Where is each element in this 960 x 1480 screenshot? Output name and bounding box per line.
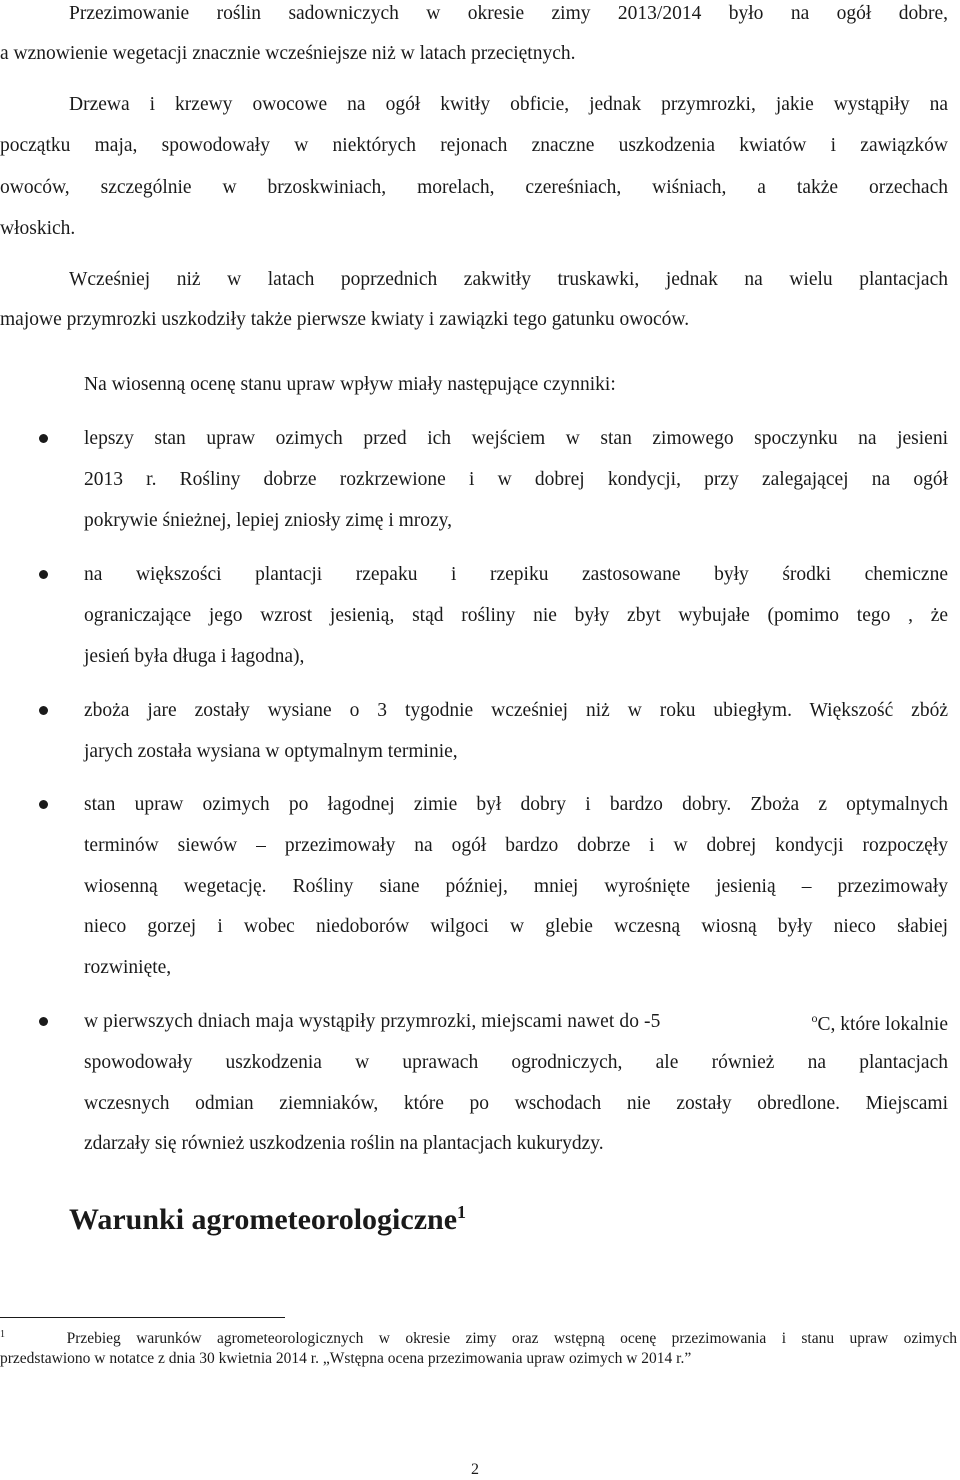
bullet-3-line-2: jarych została wysiana w optymalnym terminie, [84, 741, 458, 762]
bullet-1-line-2: 2013 r. Rośliny dobrze rozkrzewione i w dobrej kondycji, przy zalegającej na ogół [84, 469, 948, 490]
bullet-5-line-1-end [0, 1012, 948, 1035]
bullet-4-line-3: wiosenną wegetację. Rośliny siane później, mniej wyrośnięte jesienią – przezimowały [84, 876, 948, 897]
footnote-marker: 1 [0, 1329, 5, 1340]
bullet-dot-1 [39, 434, 48, 443]
bullet-4-line-1: stan upraw ozimych po łagodnej zimie był dobry i bardzo dobry. Zboża z optymalnych [84, 794, 948, 815]
bullet-3-line-1: zboża jare zostały wysiane o 3 tygodnie wcześniej niż w roku ubiegłym. Większość zbóż [84, 700, 948, 721]
bullet-dot-4 [39, 800, 48, 809]
bullet-1-line-1: lepszy stan upraw ozimych przed ich wejściem w stan zimowego spoczynku na jesieni [84, 428, 948, 449]
bullet-dot-2 [39, 570, 48, 579]
footnote-reference[interactable]: 1 [457, 1202, 467, 1222]
paragraph-2-line-1: Drzewa i krzewy owocowe na ogół kwitły obficie, jednak przymrozki, jakie wystąpiły na [69, 94, 948, 115]
paragraph-2-line-2: początku maja, spowodowały w niektórych rejonach znaczne uszkodzenia kwiatów i zawiązków [0, 135, 948, 156]
bullet-5-line-4: zdarzały się również uszkodzenia roślin na plantacjach kukurydzy. [84, 1133, 604, 1154]
bullet-5-line-2: spowodowały uszkodzenia w uprawach ogrodniczych, ale również na plantacjach [84, 1052, 948, 1073]
bullet-dot-3 [39, 706, 48, 715]
bullet-4-line-2: terminów siewów – przezimowały na ogół bardzo dobrze i w dobrej kondycji rozpoczęły [84, 835, 948, 856]
paragraph-2-line-4: włoskich. [0, 218, 76, 239]
paragraph-4-line-1: Na wiosenną ocenę stanu upraw wpływ miały następujące czynniki: [84, 374, 616, 395]
bullet-4-line-4: nieco gorzej i wobec niedoborów wilgoci w glebie wczesną wiosną były nieco słabiej [84, 916, 948, 937]
paragraph-3-line-1: Wcześniej niż w latach poprzednich zakwitły truskawki, jednak na wielu plantacjach [69, 269, 948, 290]
bullet-4-line-5: rozwinięte, [84, 957, 172, 978]
bullet-2-line-3: jesień była długa i łagodna), [84, 646, 305, 667]
bullet-2-line-1: na większości plantacji rzepaku i rzepiku zastosowane były środki chemiczne [84, 564, 948, 585]
degree-sup: o [811, 1011, 818, 1025]
bullet-1-line-3: pokrywie śnieżnej, lepiej zniosły zimę i mrozy, [84, 510, 453, 531]
bullet-2-line-2: ograniczające jego wzrost jesienią, stąd rośliny nie były zbyt wybujałe (pomimo tego , że [84, 605, 948, 626]
footnote-line-1-text: Przebieg warunków agrometeorologicznych w okresie zimy oraz wstępną ocenę przezimowania i stanu upraw ozimych [66, 1330, 958, 1347]
section-heading [69, 1203, 466, 1235]
section-heading-text: Warunki agrometeorologiczne [69, 1203, 458, 1236]
paragraph-3-line-2: majowe przymrozki uszkodziły także pierwsze kwiaty i zawiązki tego gatunku owoców. [0, 309, 690, 330]
paragraph-1-line-2: a wznowienie wegetacji znacznie wcześniejsze niż w latach przeciętnych. [0, 43, 576, 64]
bullet-5-line-1-tail: C, które lokalnie [817, 1014, 948, 1035]
footnote-line-2: przedstawiono w notatce z dnia 30 kwietnia 2014 r. „Wstępna ocena przezimowania upraw ozimych w 2014 r.” [0, 1350, 692, 1367]
page-number: 2 [471, 1461, 479, 1478]
paragraph-1-line-1: Przezimowanie roślin sadowniczych w okresie zimy 2013/2014 było na ogół dobre, [69, 3, 948, 24]
footnote-line-1 [0, 1330, 957, 1347]
footnote-separator [0, 1317, 285, 1318]
paragraph-2-line-3: owoców, szczególnie w brzoskwiniach, morelach, czereśniach, wiśniach, a także orzechach [0, 177, 948, 198]
bullet-5-line-3: wczesnych odmian ziemniaków, które po wschodach nie zostały obredlone. Miejscami [84, 1093, 948, 1114]
bullet-5-line-1-text: w pierwszych dniach maja wystąpiły przymrozki, miejscami nawet do -5 [84, 1011, 661, 1032]
